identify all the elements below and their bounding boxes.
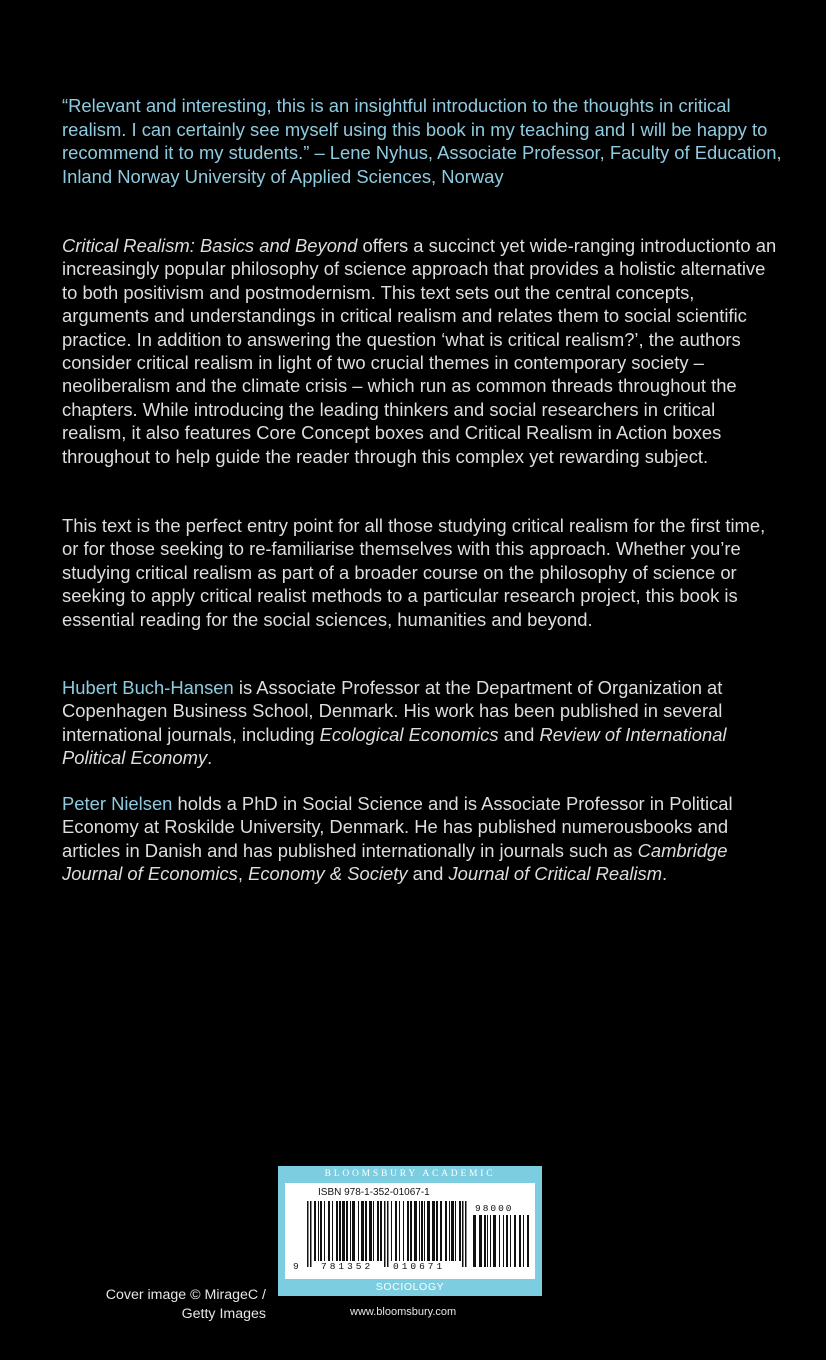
bio-text: and <box>498 723 540 745</box>
subject-label: SOCIOLOGY <box>375 1281 445 1293</box>
journal-title: Journal of Critical Realism <box>448 863 663 885</box>
cover-image-credit <box>96 1286 266 1323</box>
barcode-area <box>285 1183 535 1279</box>
description-text: offers a succinct yet wide-ranging introductionto an increasingly popular philosophy of science approach that provides a holistic alternative to both positivism and postmodernism. This text sets out the central concepts, arguments and understandings in critical realism and relates them to social scientific practice. In addition to answering the question ‘what is critical realism?’, the authors consider critical realism in light of two crucial themes in contemporary society – neoliberalism and the climate crisis – which run as common threads throughout the chapters. While introducing the leading thinkers and social researchers in critical realism, it also features Core Concept boxes and Critical Realism in Action boxes throughout to help guide the reader through this complex yet rewarding subject. <box>62 235 777 467</box>
isbn-label: ISBN 978-1-352-01067-1 <box>318 1187 430 1198</box>
bio-text: holds a PhD in Social Science and is Associate Professor in Political Economy at Roskilde University, Denmark. He has published numerousbooks and articles in Danish and has published internationally in journals such as <box>62 793 733 861</box>
entry-point-paragraph <box>62 514 782 631</box>
publisher-website: www.bloomsbury.com <box>350 1306 457 1318</box>
bio-text: is Associate Professor at the Department of Organization at Copenhagen Business School, Denmark. His work has been published in several international journals, including <box>62 677 723 745</box>
barcode-digits-right: 010671 <box>393 1261 446 1272</box>
credit-line-1: Cover image © MirageC / <box>105 1287 266 1303</box>
author-bio-hubert <box>62 676 782 770</box>
author-name-peter: Peter Nielsen <box>62 793 173 814</box>
bio-text: , <box>237 863 249 885</box>
journal-title: Cambridge Journal of Economics <box>62 839 728 885</box>
journal-title: Review of International Political Economy <box>62 723 727 769</box>
journal-title: Economy & Society <box>248 863 408 885</box>
credit-line-2: Getty Images <box>181 1305 266 1322</box>
barcode-panel <box>278 1166 542 1296</box>
author-bio-peter <box>62 792 782 886</box>
book-title: Critical Realism: Basics and Beyond <box>62 235 358 256</box>
review-quote: “Relevant and interesting, this is an insightful introduction to the thoughts in critical realism. I can certainly see myself using this book in my teaching and I will be happy to recommend it to my students.” – Lene Nyhus, Associate Professor, Faculty of Education, Inland Norway University of Applied Sciences, Norway <box>62 95 782 187</box>
book-description <box>62 234 782 468</box>
entry-point-text: This text is the perfect entry point for all those studying critical realism for the first time, or for those seeking to re-familiarise themselves with this approach. Whether you’re studying critical realism as part of a broader course on the philosophy of science or seeking to apply critical realist methods to a particular research project, this book is essential reading for the social sciences, humanities and beyond. <box>62 515 766 630</box>
barcode-digit-first: 9 <box>293 1261 302 1272</box>
bio-text: . <box>662 863 668 885</box>
author-name-hubert: Hubert Buch-Hansen <box>62 677 234 698</box>
journal-title: Ecological Economics <box>319 723 499 745</box>
barcode-digits-left: 781352 <box>321 1261 374 1272</box>
bio-text: . <box>207 747 213 769</box>
barcode-addon-digits: 98000 <box>475 1203 514 1214</box>
publisher-name: BLOOMSBURY ACADEMIC <box>324 1169 496 1179</box>
bio-text: and <box>407 863 449 885</box>
